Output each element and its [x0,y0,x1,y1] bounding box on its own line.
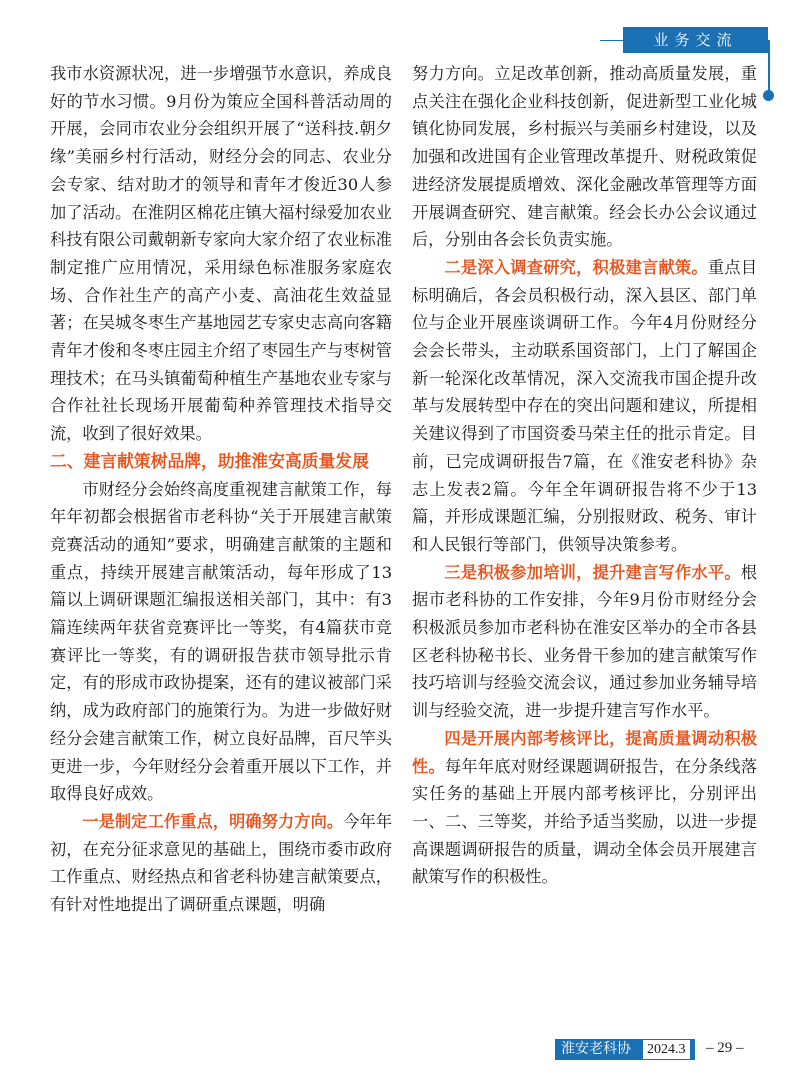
point-4-heading: 四是开展内部考核评比，提高质量调动积极性。 [412,728,757,776]
header-rule-horizontal [600,40,623,41]
right-paragraph-2 [412,254,757,559]
point-3-body: 根据市老科协的工作安排，今年9月份市财经分会积极派员参加市老科协在淮安区举办的全市各县区老科协秘书长、业务骨干参加的建言献策写作技巧培训与经验交流会议，通过参加业务辅导培训与经验交流，进一步提升建言写作水平。 [412,562,757,721]
point-1-body: 今年年初，在充分征求意见的基础上，围绕市委市政府工作重点、财经热点和省老科协建言献策要点，有针对性地提出了调研重点课题，明确 [50,811,393,915]
left-paragraph-3 [50,808,392,919]
section-2-heading: 二、建言献策树品牌，助推淮安高质量发展 [50,450,369,471]
left-paragraph-1: 我市水资源状况，进一步增强节水意识，养成良好的节水习惯。9月份为策应全国科普活动周的开展，会同市农业分会组织开展了“送科技.朝夕缘”美丽乡村行活动，财经分会的同志、农业分会专家、结对助才的领导和青年才俊近30人参加了活动。在淮阴区棉花庄镇大福村绿爱加农业科技有限公司戴朝新专家向大家介绍了农业标准制定推广应用情况，采用绿色标准服务家庭农场、合作社生产的高产小麦、高油花生效益显著；在吴城冬枣生产基地园艺专家史志高向客籍青年才俊和冬枣庄园主介绍了枣园生产与枣树管理技术；在马头镇葡萄种植生产基地农业专家与合作社社长现场开展葡萄种养管理技术指导交流，收到了很好效果。 [50,64,392,444]
point-3-heading: 三是积极参加培训，提升建言写作水平。 [444,562,741,582]
left-paragraph-2: 市财经分会始终高度重视建言献策工作，每年年初都会根据省市老科协“关于开展建言献策竞赛活动的通知”要求，明确建言献策的主题和重点，持续开展建言献策活动，每年形成了13篇以上调研课题汇编报送相关部门，其中：有3篇连续两年获省竞赛评比一等奖，有4篇获市竞赛评比一等奖，有的调研报告获市领导批示肯定，有的形成市政协提案，还有的建议被部门采纳，成为政府部门的施策行为。为进一步做好财经分会建言献策工作，树立良好品牌，百尺竿头更进一步，今年财经分会着重开展以下工作，并取得良好成效。 [50,479,392,804]
point-2-heading: 二是深入调查研究，积极建言献策。 [444,257,708,277]
header-dot [763,90,774,101]
section-label: 业务交流 [623,27,768,53]
page-number: – 29 – [706,1040,744,1056]
right-column [412,60,757,891]
right-paragraph-3 [412,559,757,725]
point-1-heading: 一是制定工作重点，明确努力方向。 [82,811,344,831]
header-rule-vertical [768,40,770,92]
right-paragraph-1: 努力方向。立足改革创新，推动高质量发展，重点关注在强化企业科技创新，促进新型工业化城镇化协同发展，乡村振兴与美丽乡村建设，以及加强和改进国有企业管理改革提升、财税政策促进经济发展提质增效、深化金融改革管理等方面开展调查研究、建言献策。经会长办公会议通过后，分别由各会长负责实施。 [412,64,757,250]
point-4-body: 每年年底对财经课题调研报告，在分条线落实任务的基础上开展内部考核评比，分别评出一、二、三等奖，并给予适当奖励，以进一步提高课题调研报告的质量，调动全体会员开展建言献策写作的积极性。 [412,756,758,887]
right-paragraph-4 [412,725,757,891]
point-2-body: 重点目标明确后，各会员积极行动，深入县区、部门单位与企业开展座谈调研工作。今年4月份财经分会会长带头，主动联系国资部门，上门了解国企新一轮深化改革情况，深入交流我市国企提升改革与发展转型中存在的突出问题和建议，所提相关建议得到了市国资委马荣主任的批示肯定。目前，已完成调研报告7篇，在《淮安老科协》杂志上发表2篇。今年全年调研报告将不少于13篇，并形成课题汇编，分别报财政、税务、审计和人民银行等部门，供领导决策参考。 [412,257,758,554]
magazine-name: 淮安老科协 [561,1041,631,1057]
issue-number: 2024.3 [643,1040,690,1059]
left-column [50,60,392,919]
footer-magazine-badge [555,1039,695,1060]
